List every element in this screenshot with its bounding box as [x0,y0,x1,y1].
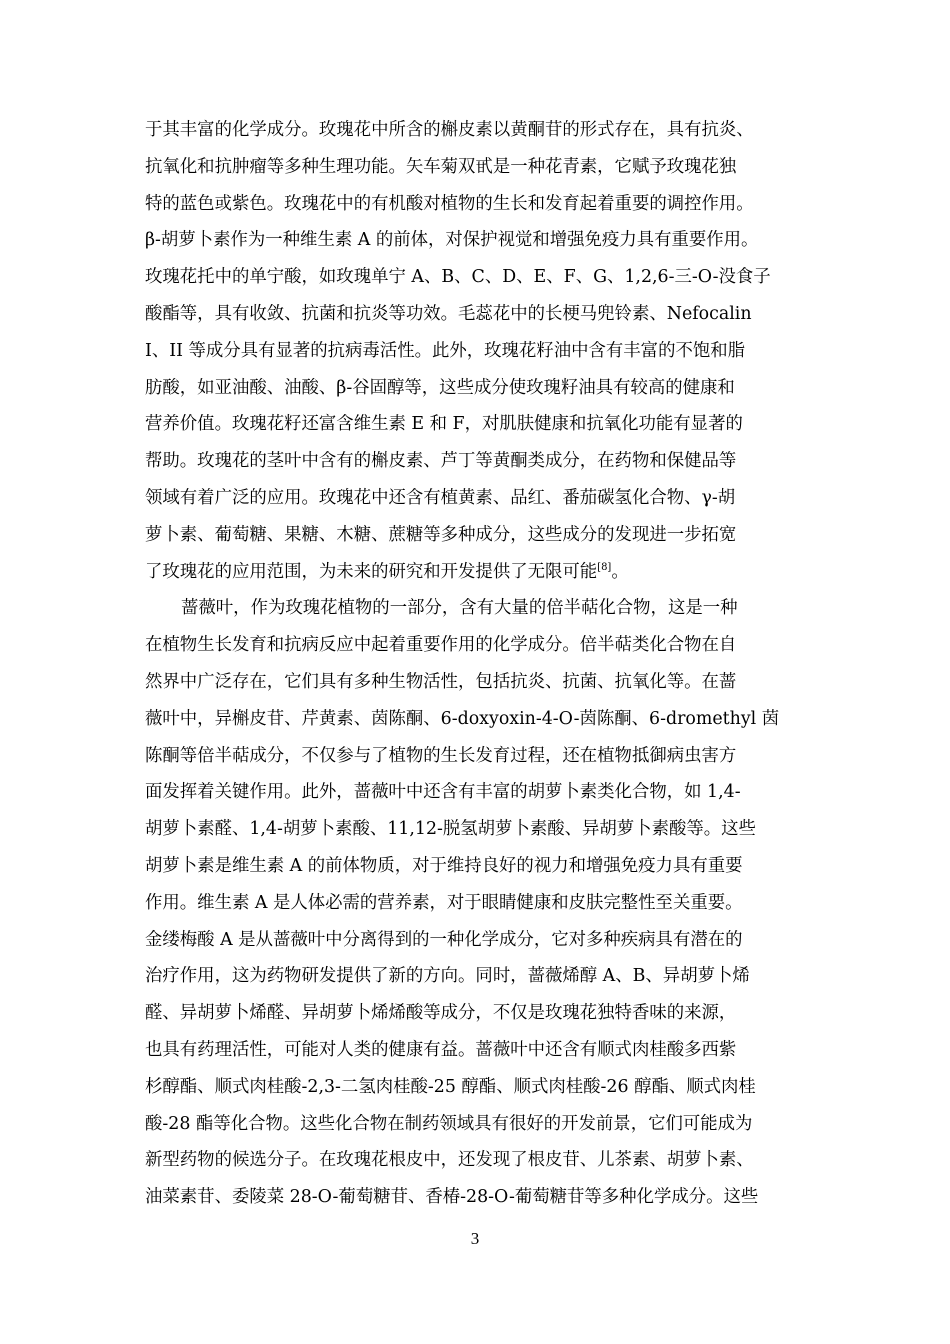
text-line: 玫瑰花托中的单宁酸，如玫瑰单宁 A、B、C、D、E、F、G、1,2,6-三-O-没食子 [145,267,771,288]
text-line: 领域有着广泛的应用。玫瑰花中还含有植黄素、品红、番茄碳氢化合物、γ-胡 [145,487,736,508]
text-line: 油菜素苷、委陵菜 28-O-葡萄糖苷、香椿-28-O-葡萄糖苷等多种化学成分。这些 [145,1187,759,1208]
text-line: 薇叶中，异槲皮苷、芹黄素、茵陈酮、6-doxyoxin-4-O-茵陈酮、6-dromethyl 茵 [145,708,780,729]
text-line: 帮助。玫瑰花的茎叶中含有的槲皮素、芦丁等黄酮类成分，在药物和保健品等 [145,451,737,472]
citation-reference[interactable]: [8] [597,561,612,573]
text-line: 醛、异胡萝卜烯醛、异胡萝卜烯烯酸等成分，不仅是玫瑰花独特香味的来源， [145,1003,737,1024]
page-number: 3 [470,1229,480,1248]
text-line: β-胡萝卜素作为一种维生素 A 的前体，对保护视觉和增强免疫力具有重要作用。 [145,230,759,251]
text-line: 营养价值。玫瑰花籽还富含维生素 E 和 F，对肌肤健康和抗氧化功能有显著的 [145,414,743,435]
text-line: 杉醇酯、顺式肉桂酸-2,3-二氢肉桂酸-25 醇酯、顺式肉桂酸-26 醇酯、顺式肉桂 [145,1076,756,1097]
text-line: 酸-28 酯等化合物。这些化合物在制药领域具有很好的开发前景，它们可能成为 [145,1113,753,1134]
text-line: 治疗作用，这为药物研发提供了新的方向。同时，蔷薇烯醇 A、B、异胡萝卜烯 [145,966,750,987]
sentence-period: 。 [611,561,629,582]
text-line: 作用。维生素 A 是人体必需的营养素，对于眼睛健康和皮肤完整性至关重要。 [145,892,743,913]
text-line: 抗氧化和抗肿瘤等多种生理功能。矢车菊双甙是一种花青素，它赋予玫瑰花独 [145,156,737,177]
text-line: 然界中广泛存在，它们具有多种生物活性，包括抗炎、抗菌、抗氧化等。在蔷 [145,671,737,692]
text-line: 胡萝卜素是维生素 A 的前体物质，对于维持良好的视力和增强免疫力具有重要 [145,855,743,876]
text-line: 肪酸，如亚油酸、油酸、β-谷固醇等，这些成分使玫瑰籽油具有较高的健康和 [145,377,735,398]
text-line: 在植物生长发育和抗病反应中起着重要作用的化学成分。倍半萜类化合物在自 [145,635,737,656]
text-line: 酸酯等，具有收敛、抗菌和抗炎等功效。毛蕊花中的长梗马兜铃素、Nefocalin [145,303,752,324]
text-line: 陈酮等倍半萜成分，不仅参与了植物的生长发育过程，还在植物抵御病虫害方 [145,745,737,766]
text-line: I、II 等成分具有显著的抗病毒活性。此外，玫瑰花籽油中含有丰富的不饱和脂 [145,340,746,361]
paragraph-first-line: 蔷薇叶，作为玫瑰花植物的一部分，含有大量的倍半萜化合物，这是一种 [181,598,738,619]
text-line: 新型药物的候选分子。在玫瑰花根皮中，还发现了根皮苷、儿茶素、胡萝卜素、 [145,1150,754,1171]
text-line-content: 了玫瑰花的应用范围，为未来的研究和开发提供了无限可能 [145,561,598,582]
text-line: 面发挥着关键作用。此外，蔷薇叶中还含有丰富的胡萝卜素类化合物，如 1,4- [145,782,741,803]
paragraph-end-line [145,554,815,591]
text-line: 金缕梅酸 A 是从蔷薇叶中分离得到的一种化学成分，它对多种疾病具有潜在的 [145,929,743,950]
text-line: 于其丰富的化学成分。玫瑰花中所含的槲皮素以黄酮苷的形式存在，具有抗炎、 [145,120,754,140]
text-line: 特的蓝色或紫色。玫瑰花中的有机酸对植物的生长和发育起着重要的调控作用。 [145,193,754,214]
body-text [145,112,815,1216]
text-line: 也具有药理活性，可能对人类的健康有益。蔷薇叶中还含有顺式肉桂酸多西紫 [145,1039,737,1060]
text-line: 萝卜素、葡萄糖、果糖、木糖、蔗糖等多种成分，这些成分的发现进一步拓宽 [145,524,737,545]
text-line: 胡萝卜素醛、1,4-胡萝卜素酸、11,12-脱氢胡萝卜素酸、异胡萝卜素酸等。这些 [145,819,756,840]
